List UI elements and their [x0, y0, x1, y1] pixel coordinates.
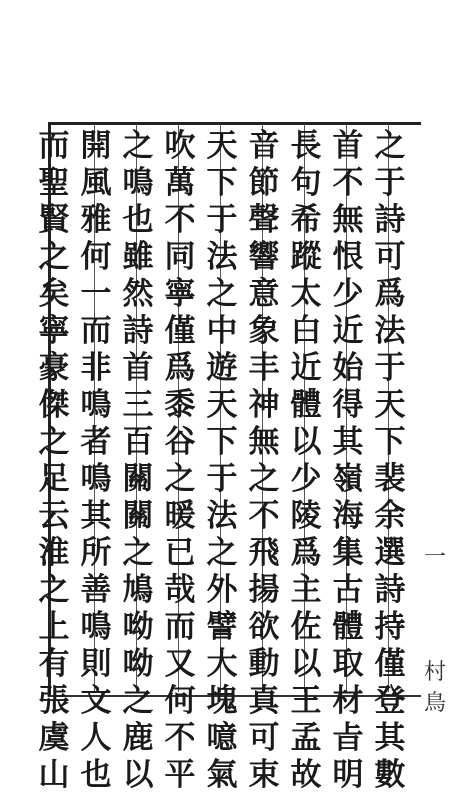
glyph: 不	[332, 165, 364, 201]
glyph: 爲	[290, 535, 322, 571]
glyph: 可	[248, 720, 280, 756]
glyph: 之	[122, 683, 154, 719]
glyph: 首	[332, 128, 364, 164]
glyph: 何	[80, 239, 112, 275]
glyph: 之	[122, 535, 154, 571]
glyph: 也	[122, 202, 154, 238]
glyph: 之	[38, 572, 70, 608]
glyph: 氣	[206, 757, 238, 793]
glyph: 鳴	[80, 461, 112, 497]
glyph: 持	[374, 609, 406, 645]
glyph: 雖	[122, 239, 154, 275]
glyph: 百	[122, 424, 154, 460]
glyph: 法	[206, 239, 238, 275]
text-column-2	[328, 128, 368, 793]
glyph: 關	[122, 498, 154, 534]
text-column-9	[34, 128, 74, 793]
glyph: 僅	[374, 646, 406, 682]
glyph: 聲	[248, 202, 280, 238]
glyph: 丰	[248, 350, 280, 386]
glyph: 之	[206, 276, 238, 312]
glyph: 象	[248, 313, 280, 349]
glyph: 法	[206, 498, 238, 534]
text-column-6	[160, 128, 200, 793]
glyph: 故	[290, 757, 322, 793]
glyph: 恨	[332, 239, 364, 275]
glyph: 谷	[164, 424, 196, 460]
glyph: 取	[332, 646, 364, 682]
glyph: 黍	[164, 387, 196, 423]
glyph: 鹿	[122, 720, 154, 756]
glyph: 淮	[38, 535, 70, 571]
glyph: 人	[80, 720, 112, 756]
glyph: 虞	[38, 720, 70, 756]
glyph: 之	[206, 535, 238, 571]
glyph: 一	[80, 276, 112, 312]
glyph: 首	[122, 350, 154, 386]
glyph: 飛	[248, 535, 280, 571]
glyph: 可	[374, 239, 406, 275]
text-column-1	[370, 128, 410, 793]
glyph: 希	[290, 202, 322, 238]
glyph: 句	[290, 165, 322, 201]
glyph: 古	[332, 572, 364, 608]
glyph: 寧	[164, 276, 196, 312]
glyph: 非	[80, 350, 112, 386]
glyph: 云	[38, 498, 70, 534]
glyph: 無	[332, 202, 364, 238]
glyph: 張	[38, 683, 70, 719]
glyph: 明	[332, 757, 364, 793]
glyph: 神	[248, 387, 280, 423]
glyph: 之	[164, 461, 196, 497]
text-column-5	[202, 128, 242, 793]
glyph: 同	[164, 239, 196, 275]
glyph: 爲	[164, 350, 196, 386]
glyph: 之	[248, 461, 280, 497]
text-column-4	[244, 128, 284, 793]
glyph: 關	[122, 461, 154, 497]
glyph: 音	[248, 128, 280, 164]
glyph: 其	[374, 720, 406, 756]
glyph: 下	[206, 424, 238, 460]
glyph: 法	[374, 313, 406, 349]
glyph: 爲	[374, 276, 406, 312]
glyph: 然	[122, 276, 154, 312]
glyph: 太	[290, 276, 322, 312]
glyph: 體	[290, 387, 322, 423]
glyph: 揚	[248, 572, 280, 608]
glyph: 孟	[290, 720, 322, 756]
glyph: 呦	[122, 646, 154, 682]
glyph: 響	[248, 239, 280, 275]
glyph: 不	[164, 202, 196, 238]
glyph: 以	[290, 424, 322, 460]
glyph: 動	[248, 646, 280, 682]
glyph: 開	[80, 128, 112, 164]
glyph: 呦	[122, 609, 154, 645]
glyph: 詩	[122, 313, 154, 349]
glyph: 又	[164, 646, 196, 682]
glyph: 外	[206, 572, 238, 608]
glyph: 之	[38, 424, 70, 460]
glyph: 天	[206, 387, 238, 423]
glyph: 鳴	[122, 165, 154, 201]
glyph: 譬	[206, 609, 238, 645]
glyph: 也	[80, 757, 112, 793]
glyph: 于	[374, 165, 406, 201]
glyph: 所	[80, 535, 112, 571]
glyph: 三	[122, 387, 154, 423]
glyph: 不	[164, 720, 196, 756]
glyph: 天	[206, 128, 238, 164]
glyph: 萬	[164, 165, 196, 201]
glyph: 傑	[38, 387, 70, 423]
glyph: 佐	[290, 609, 322, 645]
text-column-7	[118, 128, 158, 793]
glyph: 海	[332, 498, 364, 534]
glyph: 雅	[80, 202, 112, 238]
glyph: 者	[80, 424, 112, 460]
glyph: 下	[206, 165, 238, 201]
glyph: 材	[332, 683, 364, 719]
glyph: 蹤	[290, 239, 322, 275]
glyph: 鳴	[80, 609, 112, 645]
glyph: 之	[374, 128, 406, 164]
glyph: 體	[332, 609, 364, 645]
glyph: 詩	[374, 202, 406, 238]
glyph: 集	[332, 535, 364, 571]
glyph: 裴	[374, 461, 406, 497]
glyph: 不	[248, 498, 280, 534]
glyph: 山	[38, 757, 70, 793]
glyph: 之	[122, 128, 154, 164]
glyph: 吹	[164, 128, 196, 164]
margin-mark-bottom: 村 鳥	[423, 660, 446, 716]
glyph: 近	[332, 313, 364, 349]
glyph: 登	[374, 683, 406, 719]
glyph: 豪	[38, 350, 70, 386]
glyph: 以	[122, 757, 154, 793]
glyph: 于	[206, 202, 238, 238]
glyph: 善	[80, 572, 112, 608]
glyph: 陵	[290, 498, 322, 534]
glyph: 于	[206, 461, 238, 497]
glyph: 下	[374, 424, 406, 460]
text-column-8	[76, 128, 116, 793]
glyph: 詩	[374, 572, 406, 608]
glyph: 束	[248, 757, 280, 793]
glyph: 風	[80, 165, 112, 201]
glyph: 賢	[38, 202, 70, 238]
glyph: 于	[374, 350, 406, 386]
glyph: 真	[248, 683, 280, 719]
glyph: 哉	[164, 572, 196, 608]
glyph: 而	[80, 313, 112, 349]
glyph: 意	[248, 276, 280, 312]
glyph: 以	[290, 646, 322, 682]
glyph: 寧	[38, 313, 70, 349]
glyph: 㫖	[332, 720, 364, 756]
glyph: 始	[332, 350, 364, 386]
glyph: 塊	[206, 683, 238, 719]
glyph: 之	[38, 239, 70, 275]
glyph: 選	[374, 535, 406, 571]
glyph: 王	[290, 683, 322, 719]
glyph: 上	[38, 609, 70, 645]
glyph: 長	[290, 128, 322, 164]
glyph: 得	[332, 387, 364, 423]
glyph: 已	[164, 535, 196, 571]
glyph: 節	[248, 165, 280, 201]
glyph: 主	[290, 572, 322, 608]
glyph: 矣	[38, 276, 70, 312]
glyph: 而	[164, 609, 196, 645]
glyph: 鳴	[80, 387, 112, 423]
glyph: 數	[374, 757, 406, 793]
glyph: 文	[80, 683, 112, 719]
glyph: 余	[374, 498, 406, 534]
glyph: 平	[164, 757, 196, 793]
glyph: 嶺	[332, 461, 364, 497]
glyph: 白	[290, 313, 322, 349]
glyph: 僅	[164, 313, 196, 349]
glyph: 天	[374, 387, 406, 423]
glyph: 有	[38, 646, 70, 682]
glyph: 少	[290, 461, 322, 497]
glyph: 欲	[248, 609, 280, 645]
glyph: 遊	[206, 350, 238, 386]
glyph: 少	[332, 276, 364, 312]
glyph: 而	[38, 128, 70, 164]
glyph: 聖	[38, 165, 70, 201]
glyph: 無	[248, 424, 280, 460]
glyph: 大	[206, 646, 238, 682]
glyph: 噫	[206, 720, 238, 756]
glyph: 其	[332, 424, 364, 460]
glyph: 足	[38, 461, 70, 497]
glyph: 鳩	[122, 572, 154, 608]
glyph: 則	[80, 646, 112, 682]
margin-mark-top: 一	[423, 545, 446, 570]
glyph: 暖	[164, 498, 196, 534]
text-column-3	[286, 128, 326, 793]
glyph: 中	[206, 313, 238, 349]
glyph: 其	[80, 498, 112, 534]
glyph: 近	[290, 350, 322, 386]
glyph: 何	[164, 683, 196, 719]
